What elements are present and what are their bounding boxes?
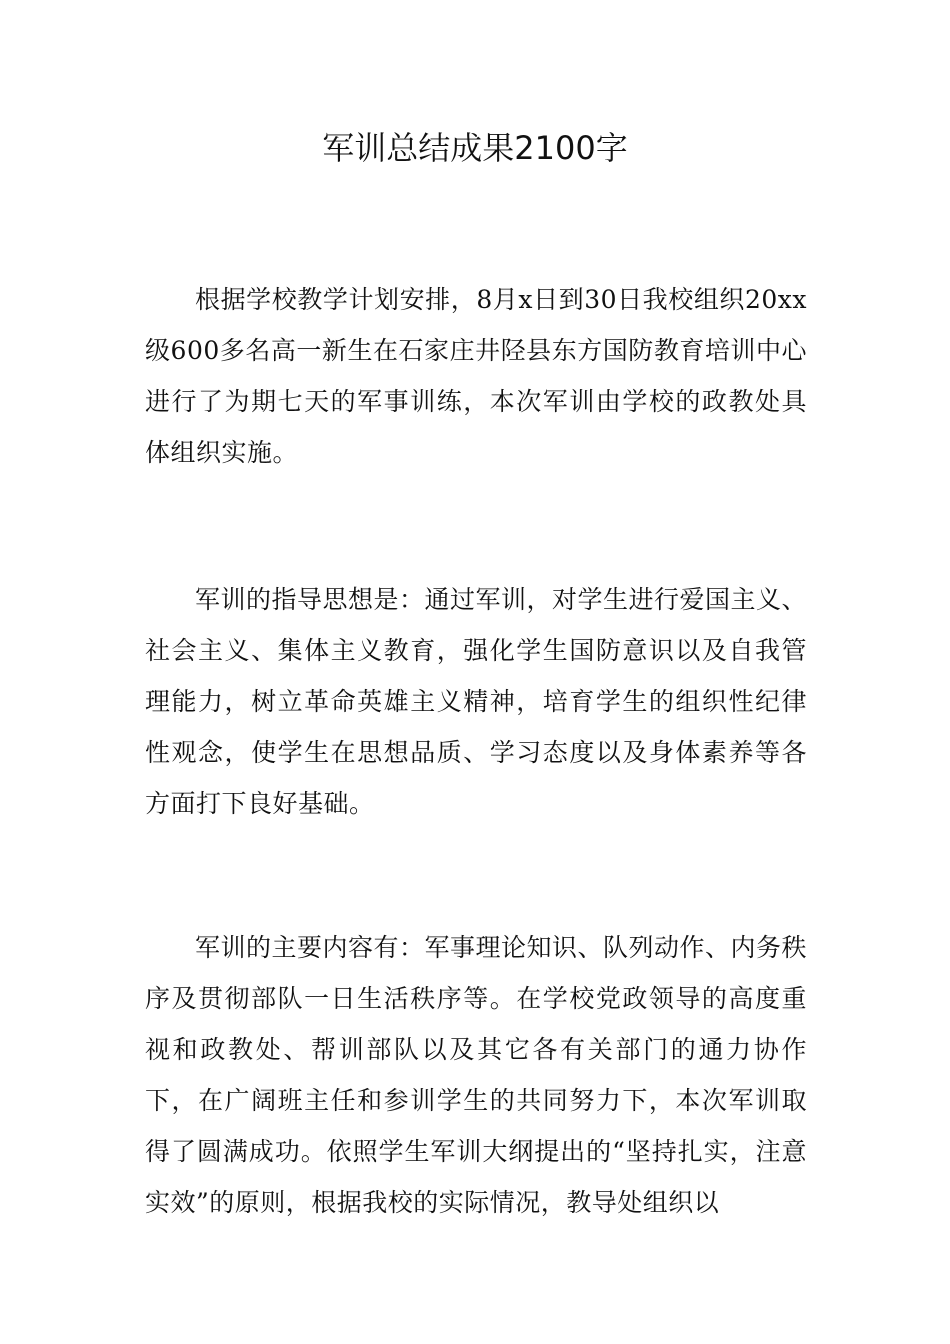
document-title: 军训总结成果2100字: [322, 129, 628, 167]
paragraph-1: 根据学校教学计划安排，8月x日到30日我校组织20xx级600多名高一新生在石家庄井陉县东方国防教育培训中心进行了为期七天的军事训练，本次军训由学校的政教处具体组织实施。: [145, 285, 807, 467]
paragraph-3: 军训的主要内容有：军事理论知识、队列动作、内务秩序及贯彻部队一日生活秩序等。在学校党政领导的高度重视和政教处、帮训部队以及其它各有关部门的通力协作下，在广阔班主任和参训学生的共同努力下，本次军训取得了圆满成功。依照学生军训大纲提出的“坚持扎实，注意实效”的原则，根据我校的实际情况，教导处组织以: [145, 933, 808, 1217]
paragraph-2: 军训的指导思想是：通过军训，对学生进行爱国主义、社会主义、集体主义教育，强化学生国防意识以及自我管理能力，树立革命英雄主义精神，培育学生的组织性纪律性观念，使学生在思想品质、学习态度以及身体素养等各方面打下良好基础。: [145, 585, 808, 818]
